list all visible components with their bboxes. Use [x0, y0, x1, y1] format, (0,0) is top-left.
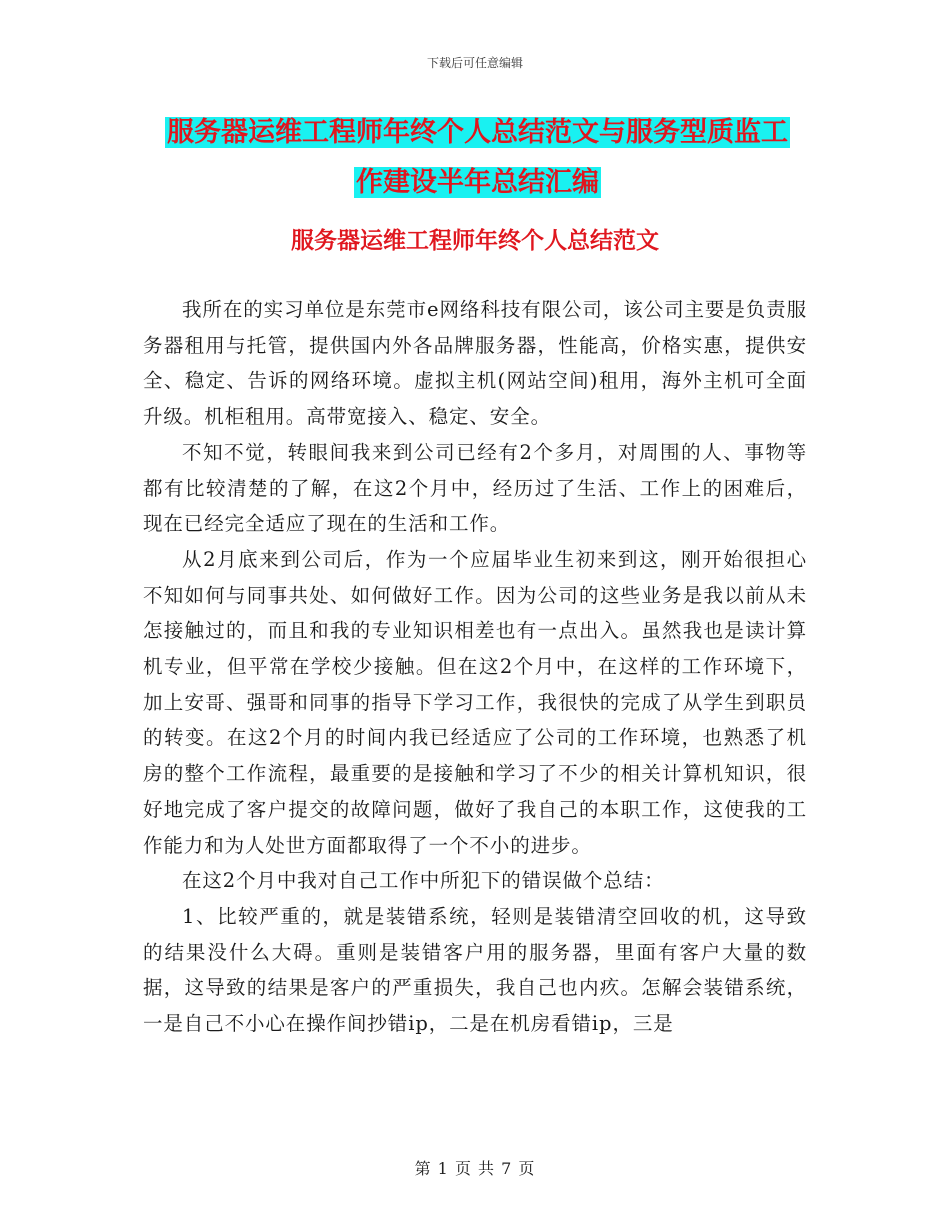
document-title-line-1: 服务器运维工程师年终个人总结范文与服务型质监工: [167, 117, 788, 148]
page-number-footer: 第 1 页 共 7 页: [414, 1159, 536, 1178]
paragraph: 我所在的实习单位是东莞市e网络科技有限公司，该公司主要是负责服务器租用与托管，提供国内外各品牌服务器，性能高，价格实惠，提供安全、稳定、告诉的网络环境。虚拟主机(网站空间)租用，海外主机可全面升级。机柜租用。高带宽接入、稳定、安全。: [143, 298, 807, 429]
section-title: 服务器运维工程师年终个人总结范文: [291, 228, 659, 254]
paragraph: 从2月底来到公司后，作为一个应届毕业生初来到这，刚开始很担心不知如何与同事共处、如何做好工作。因为公司的这些业务是我以前从未怎接触过的，而且和我的专业知识相差也有一点出入。虽然我也是读计算机专业，但平常在学校少接触。但在这2个月中，在这样的工作环境下，加上安哥、强哥和同事的指导下学习工作，我很快的完成了从学生到职员的转变。在这2个月的时间内我已经适应了公司的工作环境，也熟悉了机房的整个工作流程，最重要的是接触和学习了不少的相关计算机知识，很好地完成了客户提交的故障问题，做好了我自己的本职工作，这使我的工作能力和为人处世方面都取得了一个不小的进步。: [143, 547, 807, 857]
document-title: [145, 108, 810, 208]
header-note: 下载后可任意编辑: [426, 56, 523, 70]
paragraph: 不知不觉，转眼间我来到公司已经有2个多月，对周围的人、事物等都有比较清楚的了解，在这2个月中，经历过了生活、工作上的困难后，现在已经完全适应了现在的生活和工作。: [143, 440, 807, 536]
paragraph: 在这2个月中我对自己工作中所犯下的错误做个总结：: [182, 869, 665, 893]
document-title-line-2: 作建设半年总结汇编: [356, 167, 599, 198]
paragraph: 1、比较严重的，就是装错系统，轻则是装错清空回收的机，这导致的结果没什么大碍。重则是装错客户用的服务器，里面有客户大量的数据，这导致的结果是客户的严重损失，我自己也内疚。怎解会装错系统，一是自己不小心在操作间抄错ip，二是在机房看错ip，三是: [143, 904, 807, 1036]
document-body: [143, 292, 807, 1042]
